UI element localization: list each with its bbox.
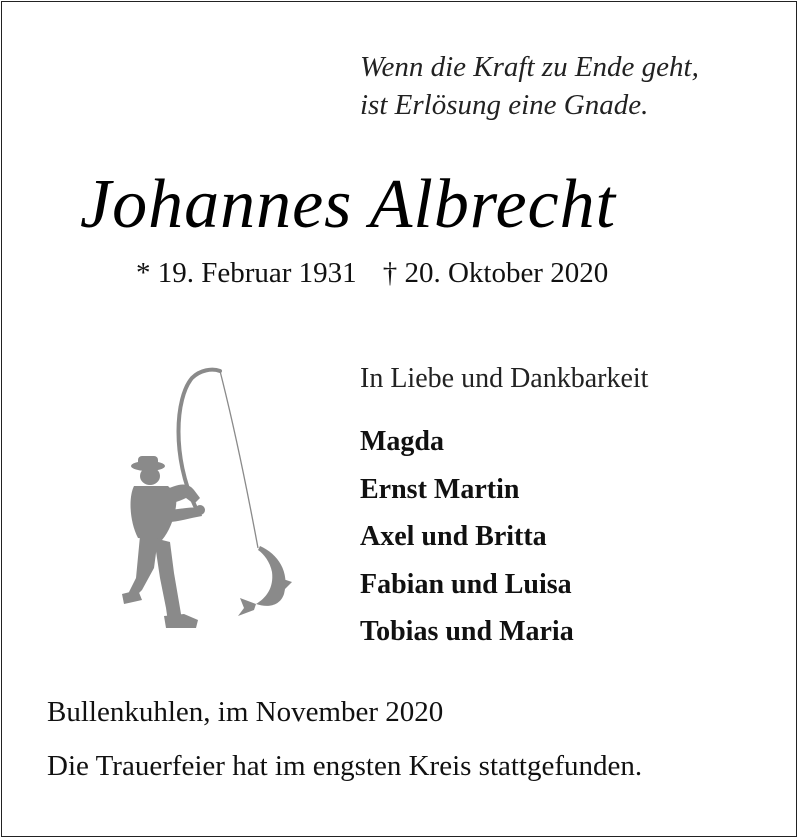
family-member: Axel und Britta — [360, 521, 547, 552]
family-member: Ernst Martin — [360, 473, 520, 505]
family-member: Fabian und Luisa — [360, 568, 572, 600]
deceased-name: Johannes Albrecht — [80, 166, 617, 243]
family-member: Tobias und Maria — [360, 616, 574, 647]
funeral-note: Die Trauerfeier hat im engsten Kreis stattgefunden. — [47, 750, 643, 782]
life-dates — [136, 255, 608, 291]
angler-with-fish-icon — [120, 358, 300, 638]
quote — [360, 48, 699, 124]
dedication-line: In Liebe und Dankbarkeit — [360, 363, 649, 394]
family-member: Magda — [360, 426, 444, 457]
death-date: † 20. Oktober 2020 — [382, 257, 609, 289]
quote-line-1: Wenn die Kraft zu Ende geht, — [360, 51, 699, 83]
family-list — [360, 418, 574, 656]
place-and-date: Bullenkuhlen, im November 2020 — [47, 696, 444, 728]
birth-date: * 19. Februar 1931 — [136, 257, 357, 289]
quote-line-2: ist Erlösung eine Gnade. — [360, 89, 649, 121]
